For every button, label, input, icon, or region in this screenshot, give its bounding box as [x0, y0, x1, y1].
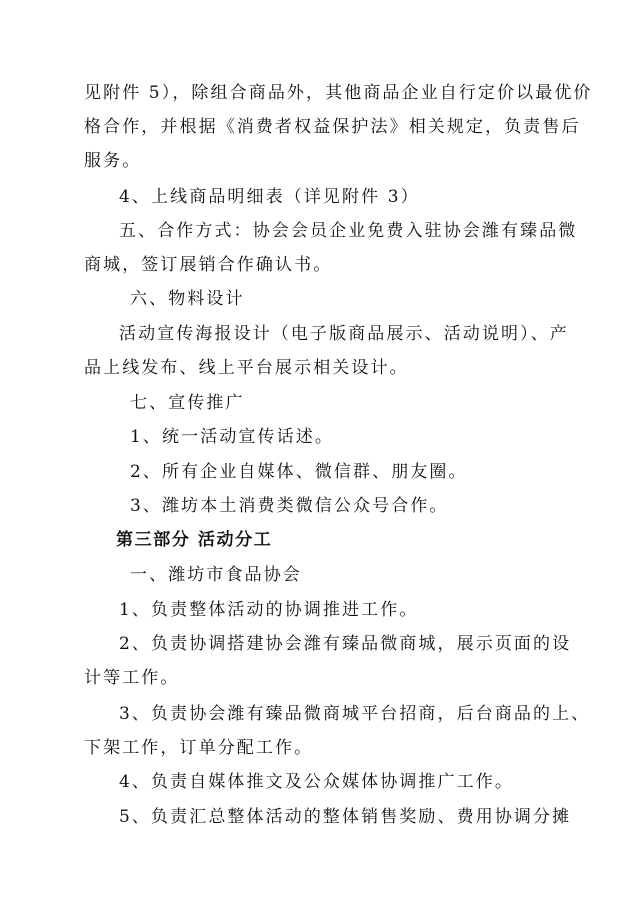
- text-line-13: 3、潍坊本土消费类微信公众号合作。: [130, 496, 449, 516]
- text-line-16: 1、负责整体活动的协调推进工作。: [119, 600, 419, 620]
- subsection-heading: 一、潍坊市食品协会: [130, 565, 302, 585]
- text-line-20: 下架工作，订单分配工作。: [84, 738, 314, 758]
- text-line-3: 服务。: [84, 151, 142, 171]
- text-line-1: 见附件 5），除组合商品外，其他商品企业自行定价以最优价: [84, 83, 593, 103]
- text-line-22: 5、负责汇总整体活动的整体销售奖励、费用协调分摊: [119, 807, 572, 827]
- text-line-19: 3、负责协会潍有臻品微商城平台招商，后台商品的上、: [119, 704, 591, 724]
- text-line-6: 商城，签订展销合作确认书。: [84, 255, 333, 275]
- text-line-9: 品上线发布、线上平台展示相关设计。: [84, 358, 409, 378]
- text-line-2: 格合作，并根据《消费者权益保护法》相关规定，负责售后: [84, 117, 581, 137]
- text-line-18: 计等工作。: [84, 668, 180, 688]
- text-line-17: 2、负责协调搭建协会潍有臻品微商城，展示页面的设: [119, 634, 572, 654]
- text-line-8: 活动宣传海报设计（电子版商品展示、活动说明）、产: [119, 324, 569, 344]
- text-line-11: 1、统一活动宣传话述。: [130, 427, 334, 447]
- text-line-4: 4、上线商品明细表（详见附件 3）: [119, 187, 420, 207]
- text-line-5: 五、合作方式：协会会员企业免费入驻协会潍有臻品微: [119, 221, 578, 241]
- section-heading-promotion: 七、宣传推广: [130, 393, 245, 413]
- section-heading-materials: 六、物料设计: [130, 289, 245, 309]
- text-line-21: 4、负责自媒体推文及公众媒体协调推广工作。: [119, 772, 514, 792]
- text-line-12: 2、所有企业自媒体、微信群、朋友圈。: [130, 462, 468, 482]
- part-heading: 第三部分 活动分工: [116, 530, 273, 550]
